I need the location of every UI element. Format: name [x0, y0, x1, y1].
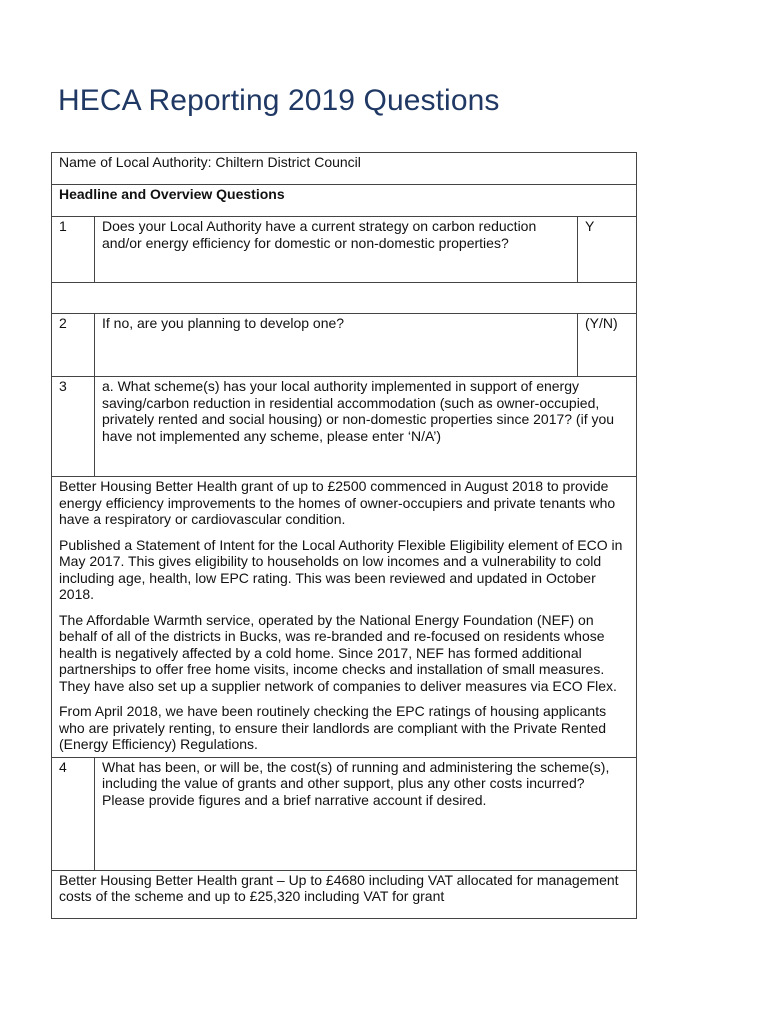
question-text: What has been, or will be, the cost(s) of running and administering the scheme(s), including the value of grants and other support, plus any other costs incurred? Please provide figures and a brief narrative account if desired.	[102, 758, 610, 808]
question-row-4	[52, 757, 637, 870]
blank-cell	[52, 283, 637, 314]
question-row-2	[52, 314, 637, 377]
response-row-4	[52, 870, 637, 918]
answer-field[interactable]: (Y/N)	[585, 315, 618, 331]
question-row-3	[52, 377, 637, 477]
response-text[interactable]	[52, 477, 636, 757]
questions-table	[51, 152, 637, 919]
section-heading-row	[52, 185, 637, 217]
blank-row	[52, 283, 637, 314]
response-paragraph: From April 2018, we have been routinely checking the EPC ratings of housing applicants who are privately renting, to ensure their landlords are compliant with the Private Rented (Energy Efficiency) Regulations.	[59, 703, 607, 752]
question-text: If no, are you planning to develop one?	[102, 315, 345, 331]
response-paragraph: Better Housing Better Health grant of up to £2500 commenced in August 2018 to provide energy efficiency improvements to the homes of owner-occupiers and private tenants who have a respiratory or cardiovascular condition.	[59, 478, 616, 527]
question-text: a. What scheme(s) has your local authority implemented in support of energy saving/carbon reduction in residential accommodation (such as owner-occupied, privately rented and social housing) or non-domestic properties since 2017? (if you have not implemented any scheme, please enter ‘N/A’)	[102, 378, 615, 444]
question-row-1	[52, 217, 637, 283]
question-text: Does your Local Authority have a current strategy on carbon reduction and/or energy efficiency for domestic or non-domestic properties?	[102, 218, 537, 251]
authority-row	[52, 153, 637, 185]
question-number: 1	[59, 218, 67, 234]
response-paragraph: The Affordable Warmth service, operated by the National Energy Foundation (NEF) on behalf of all of the districts in Bucks, was re-branded and re-focused on residents whose health is negatively affected by a cold home. Since 2017, NEF has formed additional partnerships to offer free home visits, income checks and installation of small measures. They have also set up a supplier network of companies to deliver measures via ECO Flex.	[59, 611, 617, 694]
question-number: 4	[59, 758, 67, 775]
page-title: HECA Reporting 2019 Questions	[58, 84, 500, 117]
question-number: 2	[59, 315, 67, 331]
answer-field[interactable]: Y	[585, 218, 595, 234]
response-paragraph: Published a Statement of Intent for the Local Authority Flexible Eligibility element of ECO in May 2017. This gives eligibility to households on low incomes and a vulnerability to cold including age, health, low EPC rating. This was been reviewed and updated in October 2018.	[59, 536, 623, 602]
authority-name: Name of Local Authority: Chiltern District Council	[59, 154, 361, 170]
section-heading: Headline and Overview Questions	[59, 186, 285, 202]
question-number: 3	[59, 378, 67, 394]
response-text[interactable]: Better Housing Better Health grant – Up to £4680 including VAT allocated for management costs of the scheme and up to £25,320 including VAT for grant	[59, 871, 619, 904]
response-row-3	[52, 477, 637, 758]
